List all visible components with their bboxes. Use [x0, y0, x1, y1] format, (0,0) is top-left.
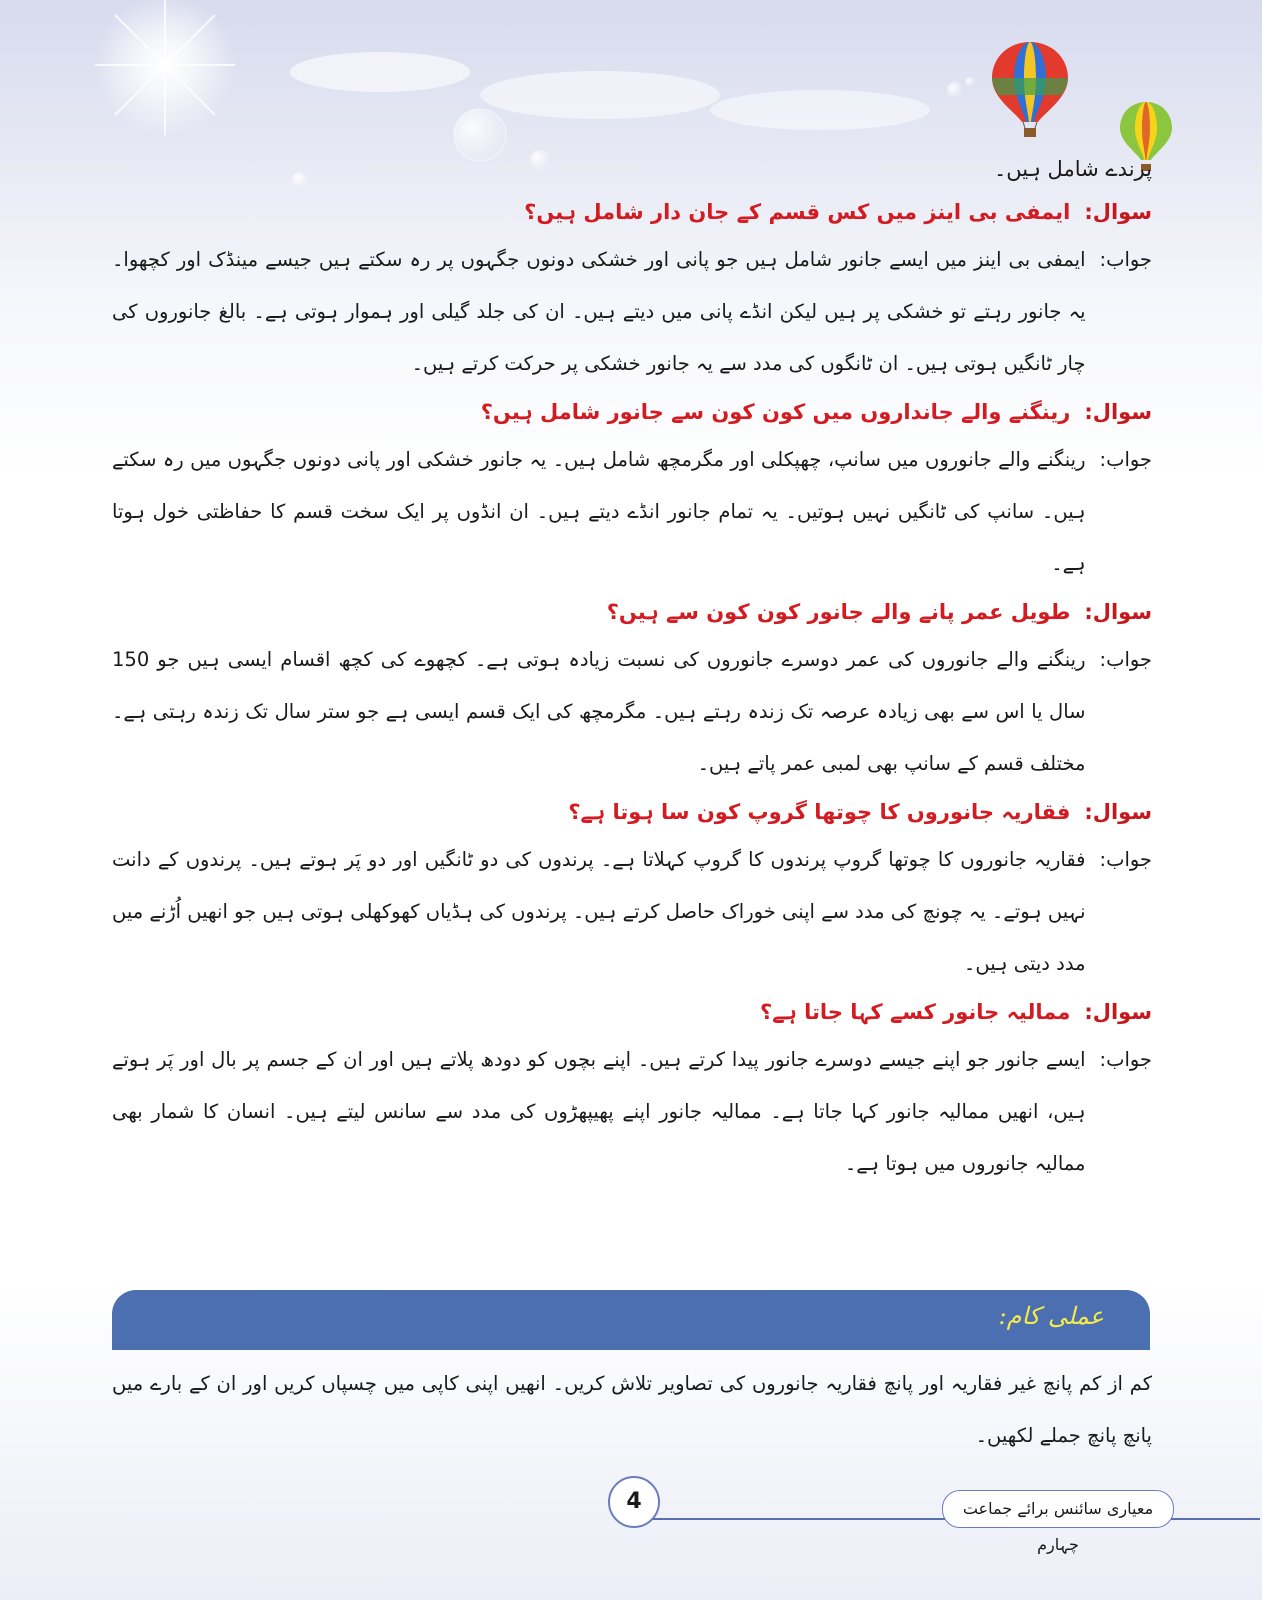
question-text: ممالیہ جانور کسے کہا جاتا ہے؟ [760, 1000, 1071, 1024]
book-title: معیاری سائنس برائے جماعت چہارم [942, 1490, 1174, 1528]
activity-title: عملی کام: [998, 1302, 1104, 1330]
question-text: رینگنے والے جانداروں میں کون کون سے جانور شامل ہیں؟ [480, 400, 1071, 424]
qa-block [112, 992, 1152, 1190]
question-text: فقاریہ جانوروں کا چوتھا گروپ کون سا ہوتا ہے؟ [568, 800, 1071, 824]
question [112, 792, 1152, 832]
question-text: طویل عمر پانے والے جانور کون کون سے ہیں؟ [606, 600, 1071, 624]
answer-text: فقاریہ جانوروں کا چوتھا گروپ پرندوں کا گروپ کہلاتا ہے۔ پرندوں کی دو ٹانگیں اور دو پَر ہوتے ہیں۔ پرندوں کے دانت نہیں ہوتے۔ یہ چونچ کی مدد سے اپنی خوراک حاصل کرتے ہیں۔ پرندوں کی ہڈیاں کھوکھلی ہوتی ہیں جو انھیں اُڑنے میں مدد دیتی ہیں۔ [112, 848, 1086, 975]
answer-label: جواب: [1099, 648, 1152, 671]
hot-air-balloon-icon [990, 40, 1070, 140]
answer [112, 834, 1152, 990]
qa-block [112, 392, 1152, 590]
answer-text: ایمفی بی اینز میں ایسے جانور شامل ہیں جو پانی اور خشکی دونوں جگہوں پر رہ سکتے ہیں جیسے مینڈک اور کچھوا۔ یہ جانور رہتے تو خشکی پر ہیں لیکن انڈے پانی میں دیتے ہیں۔ ان کی جلد گیلی اور ہموار ہوتی ہے۔ بالغ جانوروں کی چار ٹانگیں ہوتی ہیں۔ ان ٹانگوں کی مدد سے یہ جانور خشکی پر حرکت کرتے ہیں۔ [112, 248, 1086, 375]
question-label: سوال: [1084, 200, 1152, 224]
cloud [290, 52, 470, 92]
cloud [480, 71, 720, 119]
question [112, 992, 1152, 1032]
bubble [947, 82, 963, 98]
answer-text: رینگنے والے جانوروں کی عمر دوسرے جانوروں کی نسبت زیادہ ہوتی ہے۔ کچھوے کی کچھ اقسام ایسی ہیں جو 150 سال یا اس سے بھی زیادہ عرصہ تک زندہ رہتے ہیں۔ مگرمچھ کی ایک قسم ایسی ہے جو ستر سال تک زندہ رہتی ہے۔ مختلف قسم کے سانپ بھی لمبی عمر پاتے ہیں۔ [112, 648, 1086, 775]
qa-block [112, 192, 1152, 390]
activity-banner [112, 1290, 1150, 1350]
question-label: سوال: [1084, 800, 1152, 824]
answer-text: رینگنے والے جانوروں میں سانپ، چھپکلی اور مگرمچھ شامل ہیں۔ یہ جانور خشکی اور پانی دونوں جگہوں میں رہ سکتے ہیں۔ سانپ کی ٹانگیں نہیں ہوتیں۔ یہ تمام جانور انڈے دیتے ہیں۔ ان انڈوں پر ایک سخت قسم کا حفاظتی خول ہوتا ہے۔ [112, 448, 1086, 575]
answer [112, 434, 1152, 590]
question-label: سوال: [1084, 1000, 1152, 1024]
cloud [710, 90, 930, 130]
question-label: سوال: [1084, 600, 1152, 624]
question-text: ایمفی بی اینز میں کس قسم کے جان دار شامل ہیں؟ [524, 200, 1071, 224]
answer-text: ایسے جانور جو اپنے جیسے دوسرے جانور پیدا کرتے ہیں۔ اپنے بچوں کو دودھ پلاتے ہیں اور ان کے جسم پر بال اور پَر ہوتے ہیں، انھیں ممالیہ جانور کہا جاتا ہے۔ ممالیہ جانور اپنے پھیپھڑوں کی مدد سے سانس لیتے ہیں۔ انسان کا شمار بھی ممالیہ جانوروں میں ہوتا ہے۔ [112, 1048, 1086, 1175]
activity-text: کم از کم پانچ غیر فقاریہ اور پانچ فقاریہ جانوروں کی تصاویر تلاش کریں۔ انھیں اپنی کاپی میں چسپاں کریں اور ان کے بارے میں پانچ پانچ جملے لکھیں۔ [112, 1372, 1152, 1447]
page-number: 4 [608, 1476, 660, 1528]
answer [112, 634, 1152, 790]
qa-block [112, 792, 1152, 990]
answer-label: جواب: [1099, 1048, 1152, 1071]
page-content [112, 150, 1152, 1192]
bubble [965, 77, 975, 87]
question-label: سوال: [1084, 400, 1152, 424]
answer-label: جواب: [1099, 248, 1152, 271]
answer-label: جواب: [1099, 448, 1152, 471]
question [112, 192, 1152, 232]
answer-label: جواب: [1099, 848, 1152, 871]
question [112, 592, 1152, 632]
question [112, 392, 1152, 432]
continuation-text: پرندے شامل ہیں۔ [993, 157, 1152, 181]
answer [112, 234, 1152, 390]
qa-block [112, 592, 1152, 790]
answer [112, 1034, 1152, 1190]
